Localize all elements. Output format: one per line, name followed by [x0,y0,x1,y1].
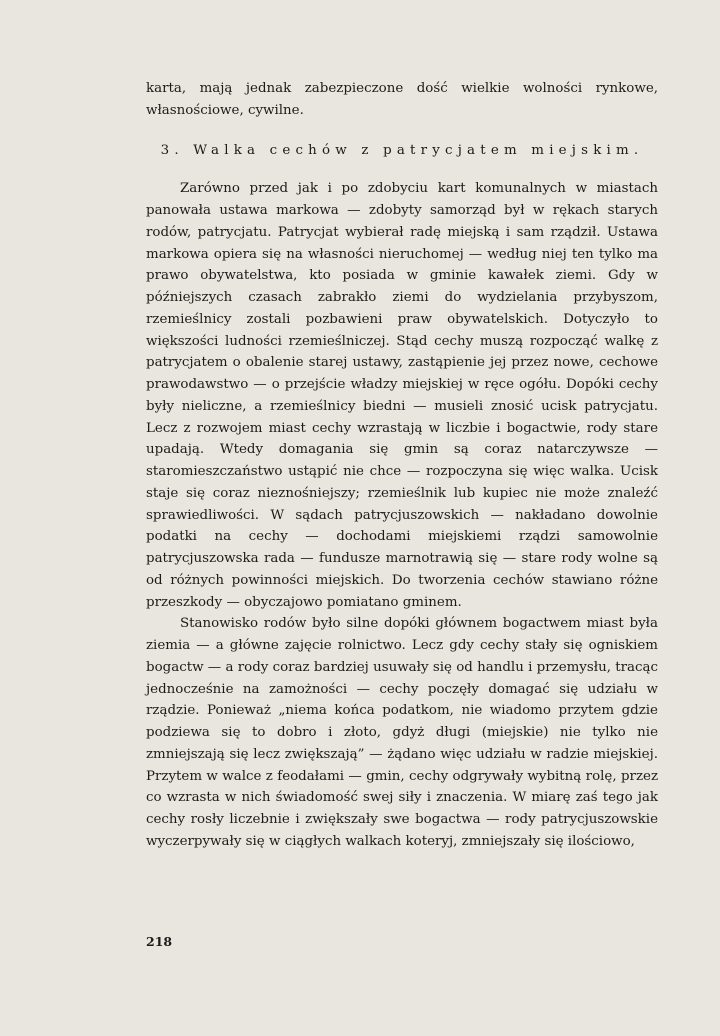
page-text [146,78,658,853]
page-number: 218 [146,934,173,949]
continued-paragraph: karta, mają jednak zabezpieczone dość wielkie wolności rynkowe, własnościowe, cywilne. [146,81,658,118]
section-heading: 3. Walka cechów z patrycjatem miejskim. [160,142,644,158]
paragraph-family-position: Stanowisko rodów było silne dopóki głównem bogactwem miast była ziemia — a główne zajęcie rolnictwo. Lecz gdy cechy stały się ogniskiem bogactw — a rody coraz bardziej usuwały się od handlu i przemysłu, tracąc jednocześnie na zamożności — cechy poczęły domagać się udziału w rządzie. Ponieważ „niema końca podatkom, nie wiadomo przytem gdzie podziewa się to dobro i złoto, gdyż długi (miejskie) nie tylko nie zmniejszają się lecz zwiększają” — żądano więc udziału w radzie miejskiej. Przytem w walce z feodałami — gmin, cechy odgrywały wybitną rolę, przez co wzrasta w nich świadomość swej siły i znaczenia. W miarę zaś tego jak cechy rosły liczebnie i zwiększały swe bogactwa — rody patrycjuszowskie wyczerpywały się w ciągłych walkach koteryj, zmniejszały się ilościowo, [146,616,658,849]
paragraph-guild-struggle: Zarówno przed jak i po zdobyciu kart komunalnych w miastach panowała ustawa markowa — zdobyty samorząd był w rękach starych rodów, patrycjatu. Patrycjat wybierał radę miejską i sam rządził. Ustawa markowa opiera się na własności nieruchomej — według niej ten tylko ma prawo obywatelstwa, kto posiada w gminie kawałek ziemi. Gdy w późniejszych czasach zabrakło ziemi do wydzielania przybyszom, rzemieślnicy zostali pozbawieni praw obywatelskich. Dotyczyło to większości ludności rzemieślniczej. Stąd cechy muszą rozpocząć walkę z patrycjatem o obalenie starej ustawy, zastąpienie jej przez nowe, cechowe prawodawstwo — o przejście władzy miejskiej w ręce ogółu. Dopóki cechy były nieliczne, a rzemieślnicy biedni — musieli znosić ucisk patrycjatu. Lecz z rozwojem miast cechy wzrastają w liczbie i bogactwie, rody stare upadają. Wtedy domagania się gmin są coraz natarczywsze — staromieszczaństwo ustąpić nie chce — rozpoczyna się więc walka. Ucisk staje się coraz nieznośniejszy; rzemieślnik lub kupiec nie może znaleźć sprawiedliwości. W sądach patrycjuszowskich — nakładano dowolnie podatki na cechy — dochodami miejskiemi rządzi samowolnie patrycjuszowska rada — fundusze marnotrawią się — stare rody wolne są od różnych powinności miejskich. Do tworzenia cechów stawiano różne przeszkody — obyczajowo pomiatano gminem. [146,181,658,610]
